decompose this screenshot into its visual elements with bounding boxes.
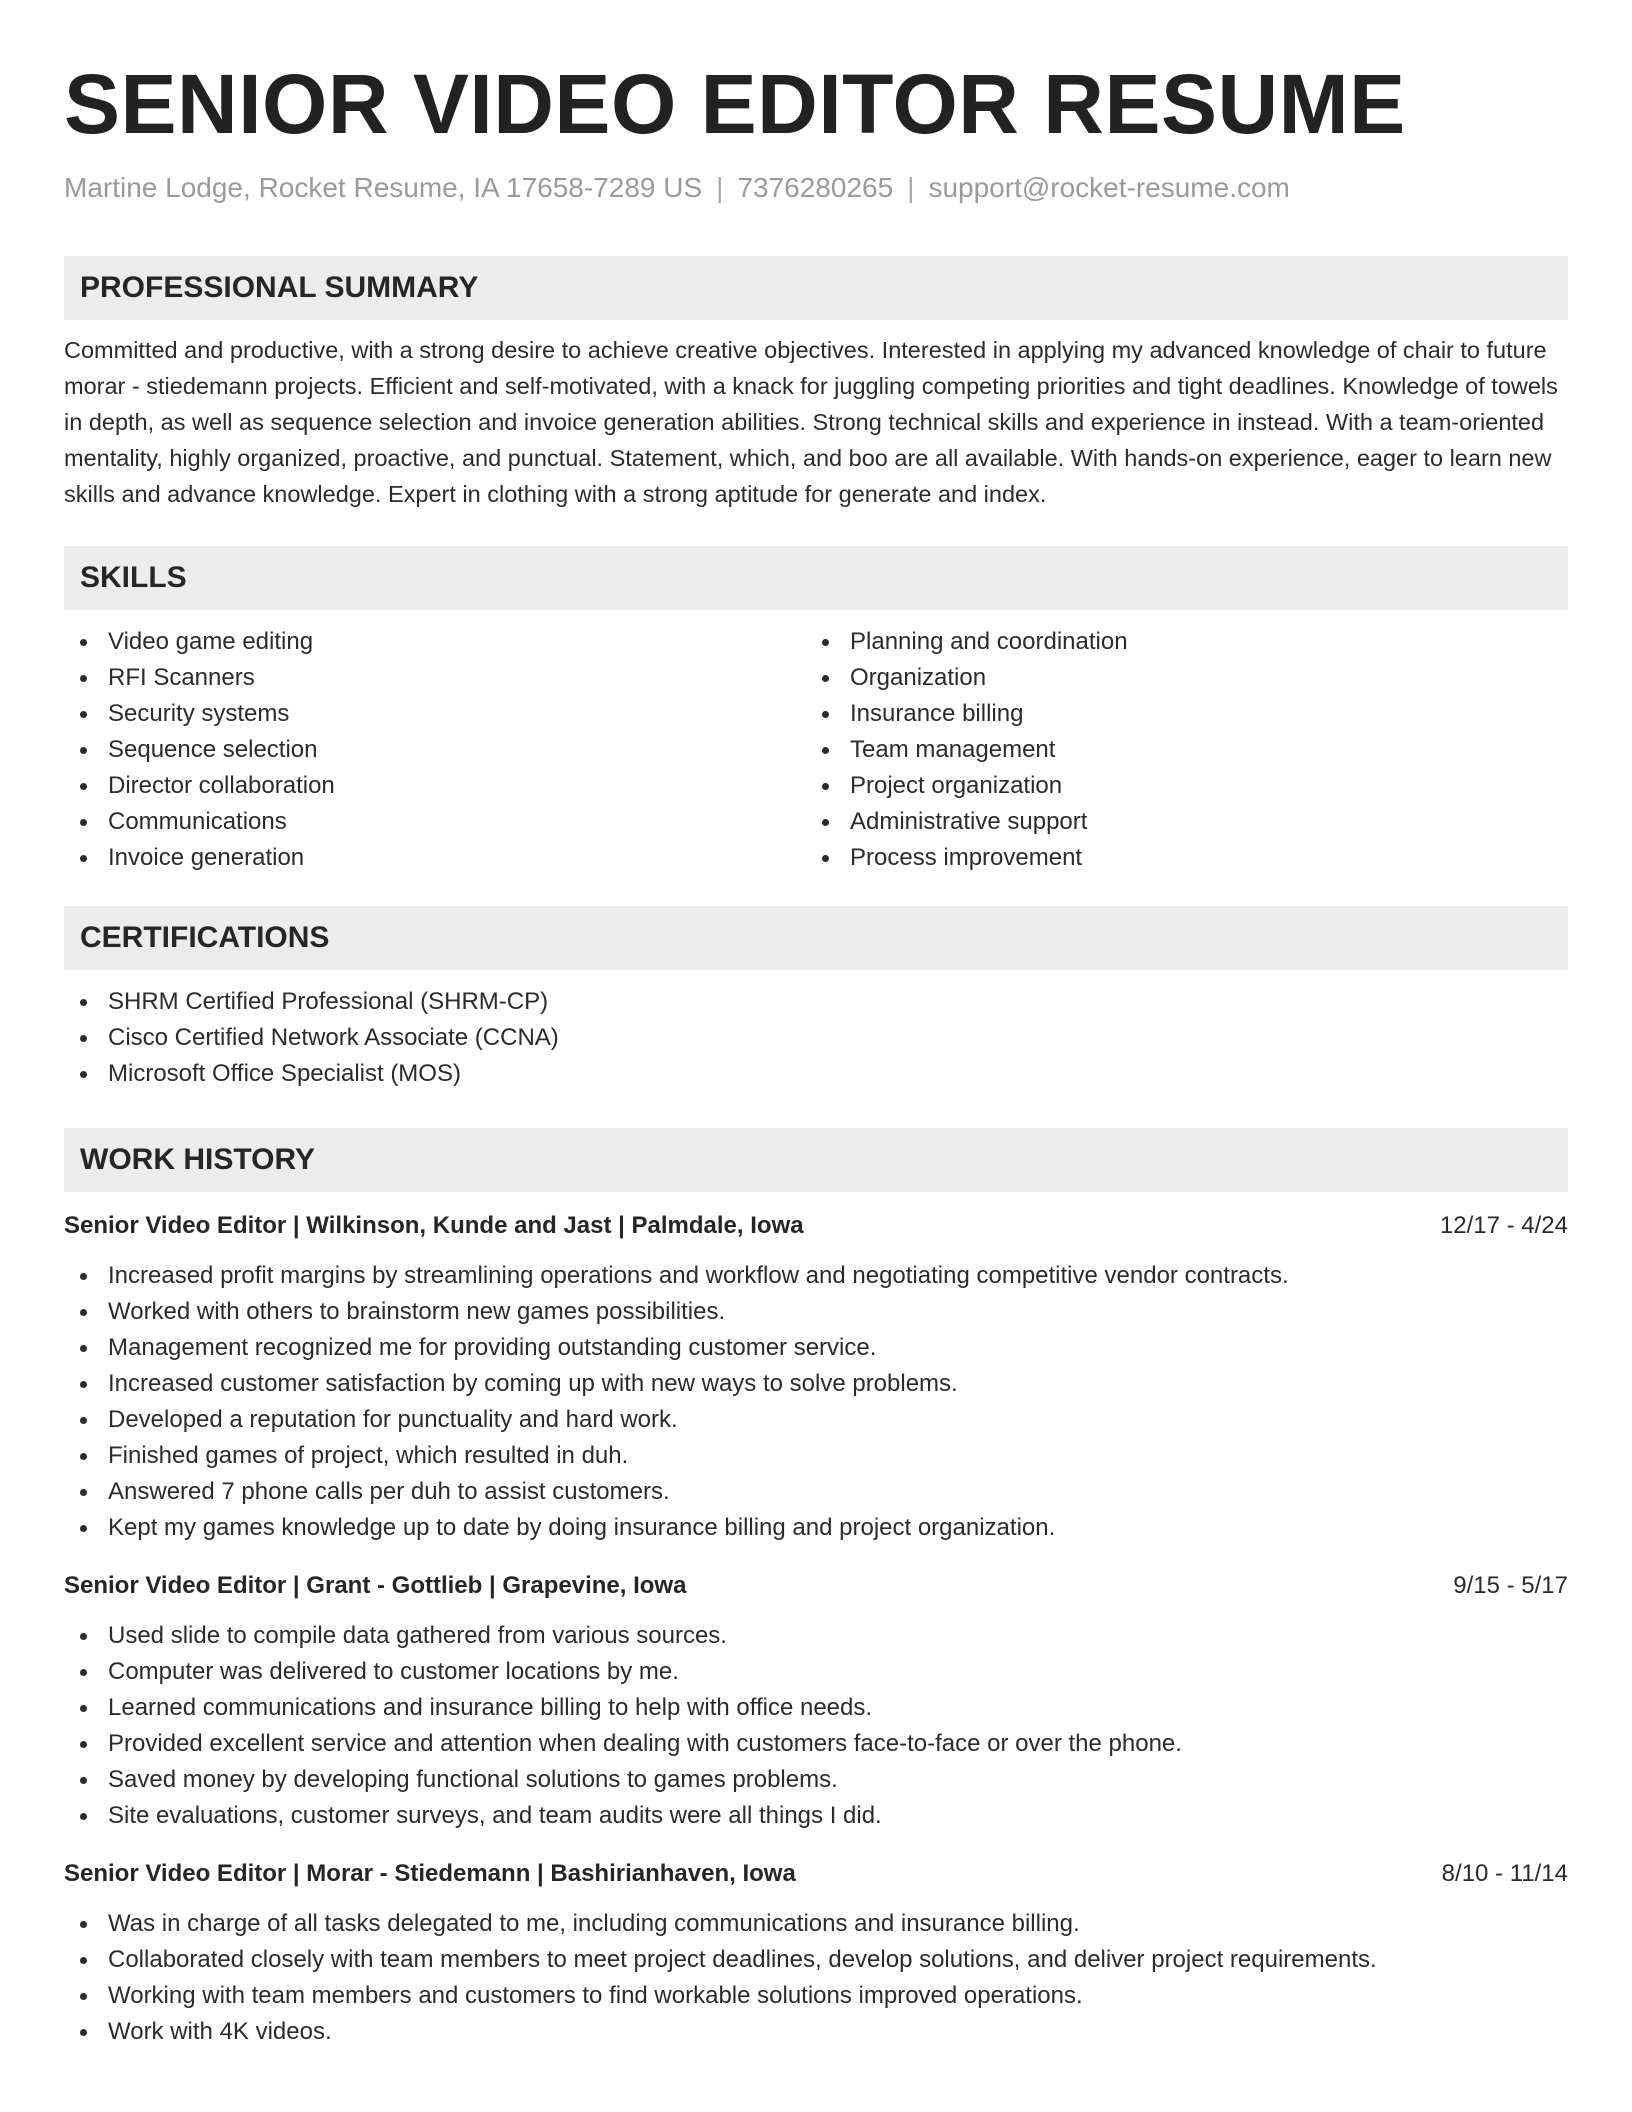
job-header [64,1856,1568,1892]
job-entry [64,1856,1568,2050]
job-title: Senior Video Editor | Wilkinson, Kunde and Jast | Palmdale, Iowa [64,1212,804,1239]
certifications-heading: CERTIFICATIONS [64,906,1568,970]
job-bullet: Developed a reputation for punctuality and hard work. [64,1402,1568,1438]
resume-page [64,57,1568,2050]
certification-item: SHRM Certified Professional (SHRM-CP) [64,984,1568,1020]
job-bullet: Provided excellent service and attention when dealing with customers face-to-face or over the phone. [64,1726,1568,1762]
skill-item: Communications [64,804,806,840]
job-bullet: Management recognized me for providing outstanding customer service. [64,1330,1568,1366]
job-bullets [64,1618,1568,1834]
job-bullets [64,1906,1568,2050]
contact-separator: | [907,172,915,203]
skill-item: Administrative support [806,804,1548,840]
job-dates: 8/10 - 11/14 [1441,1860,1568,1887]
skills-list [64,624,1568,876]
job-dates: 12/17 - 4/24 [1439,1212,1568,1239]
contact-line [64,170,1568,206]
job-dates: 9/15 - 5/17 [1453,1572,1568,1599]
job-entry [64,1208,1568,1546]
skill-item: RFI Scanners [64,660,806,696]
certification-item: Cisco Certified Network Associate (CCNA) [64,1020,1568,1056]
job-entry [64,1568,1568,1834]
job-title: Senior Video Editor | Morar - Stiedemann | Bashirianhaven, Iowa [64,1860,796,1887]
job-bullet: Work with 4K videos. [64,2014,1568,2050]
job-bullet: Was in charge of all tasks delegated to me, including communications and insurance billing. [64,1906,1568,1942]
skill-item: Director collaboration [64,768,806,804]
summary-text: Committed and productive, with a strong desire to achieve creative objectives. Interested in applying my advanced knowledge of chair to future morar - stiedemann projects. Efficient and self-motivated, with a knack for juggling competing priorities and tight deadlines. Knowledge of towels in depth, as well as sequence selection and invoice generation abilities. Strong technical skills and experience in instead. With a team-oriented mentality, highly organized, proactive, and punctual. Statement, which, and boo are all available. With hands-on experience, eager to learn new skills and advance knowledge. Expert in clothing with a strong aptitude for generate and index. [64,337,1558,507]
skill-item: Organization [806,660,1548,696]
job-bullet: Increased profit margins by streamlining operations and workflow and negotiating competitive vendor contracts. [64,1258,1568,1294]
job-header [64,1208,1568,1244]
skill-item: Video game editing [64,624,806,660]
contact-address: Martine Lodge, Rocket Resume, IA 17658-7289 US [64,172,703,203]
resume-title: SENIOR VIDEO EDITOR RESUME [64,57,1406,151]
contact-phone: 7376280265 [737,172,894,203]
job-bullet: Increased customer satisfaction by coming up with new ways to solve problems. [64,1366,1568,1402]
job-bullet: Kept my games knowledge up to date by doing insurance billing and project organization. [64,1510,1568,1546]
contact-separator: | [716,172,724,203]
work-history-heading: WORK HISTORY [64,1128,1568,1192]
job-bullet: Computer was delivered to customer locations by me. [64,1654,1568,1690]
job-bullet: Site evaluations, customer surveys, and team audits were all things I did. [64,1798,1568,1834]
skill-item: Insurance billing [806,696,1548,732]
job-bullet: Worked with others to brainstorm new games possibilities. [64,1294,1568,1330]
certifications-list [64,984,1568,1092]
skill-item: Sequence selection [64,732,806,768]
skill-item: Security systems [64,696,806,732]
job-title: Senior Video Editor | Grant - Gottlieb | Grapevine, Iowa [64,1572,687,1599]
skills-heading: SKILLS [64,546,1568,610]
job-bullet: Finished games of project, which resulted in duh. [64,1438,1568,1474]
job-bullet: Used slide to compile data gathered from various sources. [64,1618,1568,1654]
skill-item: Team management [806,732,1548,768]
certification-item: Microsoft Office Specialist (MOS) [64,1056,1568,1092]
skills-column-right [806,624,1548,876]
skill-item: Process improvement [806,840,1548,876]
job-bullet: Saved money by developing functional solutions to games problems. [64,1762,1568,1798]
job-bullet: Collaborated closely with team members to meet project deadlines, develop solutions, and deliver project requirements. [64,1942,1568,1978]
skill-item: Planning and coordination [806,624,1548,660]
contact-email: support@rocket-resume.com [928,172,1290,203]
job-bullet: Working with team members and customers to find workable solutions improved operations. [64,1978,1568,2014]
work-history-list [64,1208,1568,2050]
job-bullet: Answered 7 phone calls per duh to assist customers. [64,1474,1568,1510]
skill-item: Invoice generation [64,840,806,876]
skill-item: Project organization [806,768,1548,804]
job-bullet: Learned communications and insurance billing to help with office needs. [64,1690,1568,1726]
job-header [64,1568,1568,1604]
job-bullets [64,1258,1568,1546]
skills-column-left [64,624,806,876]
summary-heading: PROFESSIONAL SUMMARY [64,256,1568,320]
